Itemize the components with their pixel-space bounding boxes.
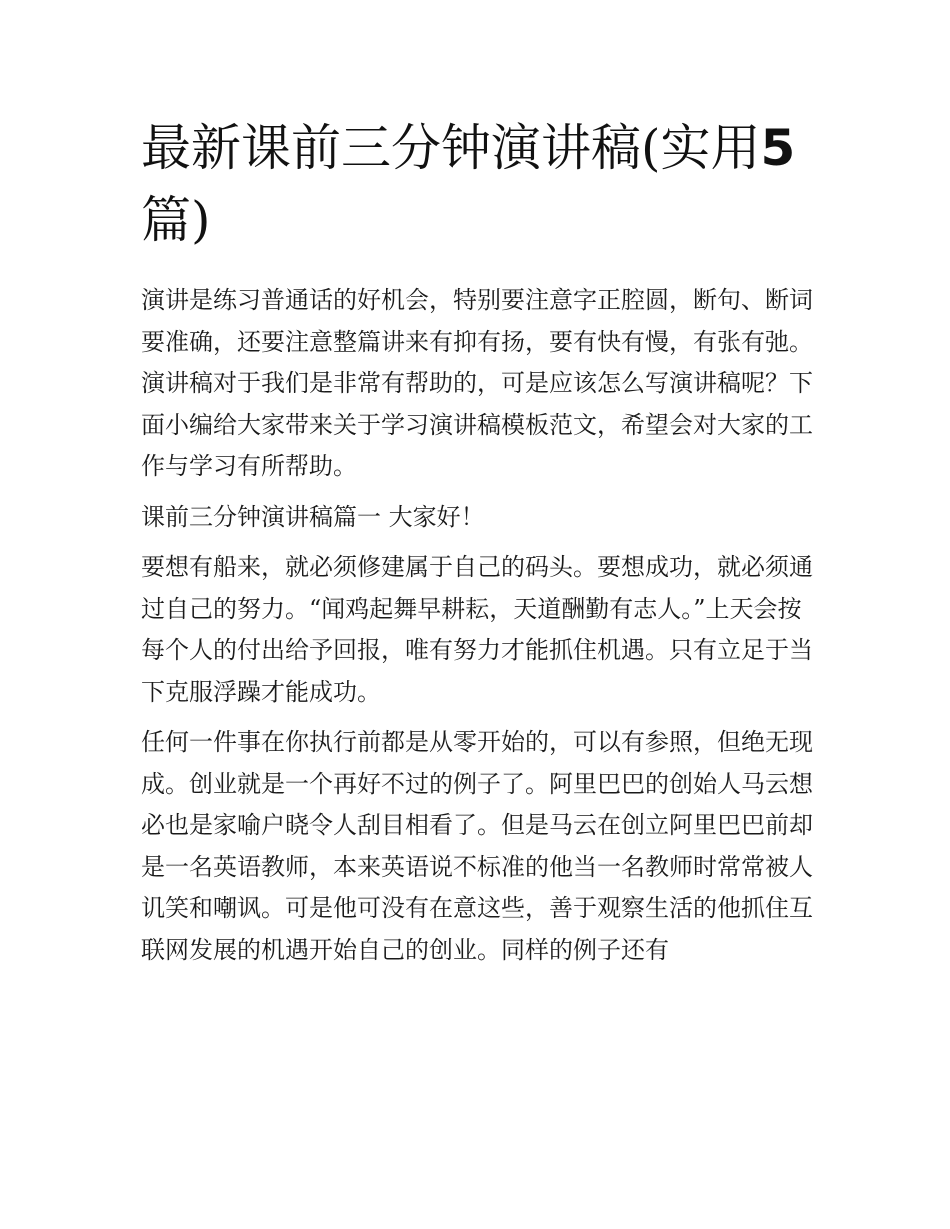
document-body bbox=[141, 280, 813, 980]
paragraph: 要想有船来，就必须修建属于自己的码头。要想成功，就必须通过自己的努力。“闻鸡起舞早耕耘，天道酬勤有志人。”上天会按每个人的付出给予回报，唯有努力才能抓住机遇。只有立足于当下克服浮躁才能成功。 bbox=[141, 553, 813, 706]
page-title bbox=[141, 112, 821, 256]
paragraph-section-heading: 课前三分钟演讲稿篇一 大家好！ bbox=[141, 502, 485, 531]
title-number: 5 bbox=[760, 119, 796, 177]
title-text: 最新课前三分钟演讲稿(实用 bbox=[141, 119, 761, 177]
paragraph-intro: 演讲是练习普通话的好机会，特别要注意字正腔圆，断句、断词要准确，还要注意整篇讲来有抑有扬，要有快有慢，有张有弛。演讲稿对于我们是非常有帮助的，可是应该怎么写演讲稿呢？下面小编给大家带来关于学习演讲稿模板范文，希望会对大家的工作与学习有所帮助。 bbox=[141, 286, 813, 480]
title-text-end: 篇) bbox=[141, 191, 211, 249]
paragraph: 任何一件事在你执行前都是从零开始的，可以有参照，但绝无现成。创业就是一个再好不过的例子了。阿里巴巴的创始人马云想必也是家喻户晓令人刮目相看了。但是马云在创立阿里巴巴前却是一名英语教师，本来英语说不标准的他当一名教师时常常被人讥笑和嘲讽。可是他可没有在意这些，善于观察生活的他抓住互联网发展的机遇开始自己的创业。同样的例子还有 bbox=[141, 728, 813, 964]
